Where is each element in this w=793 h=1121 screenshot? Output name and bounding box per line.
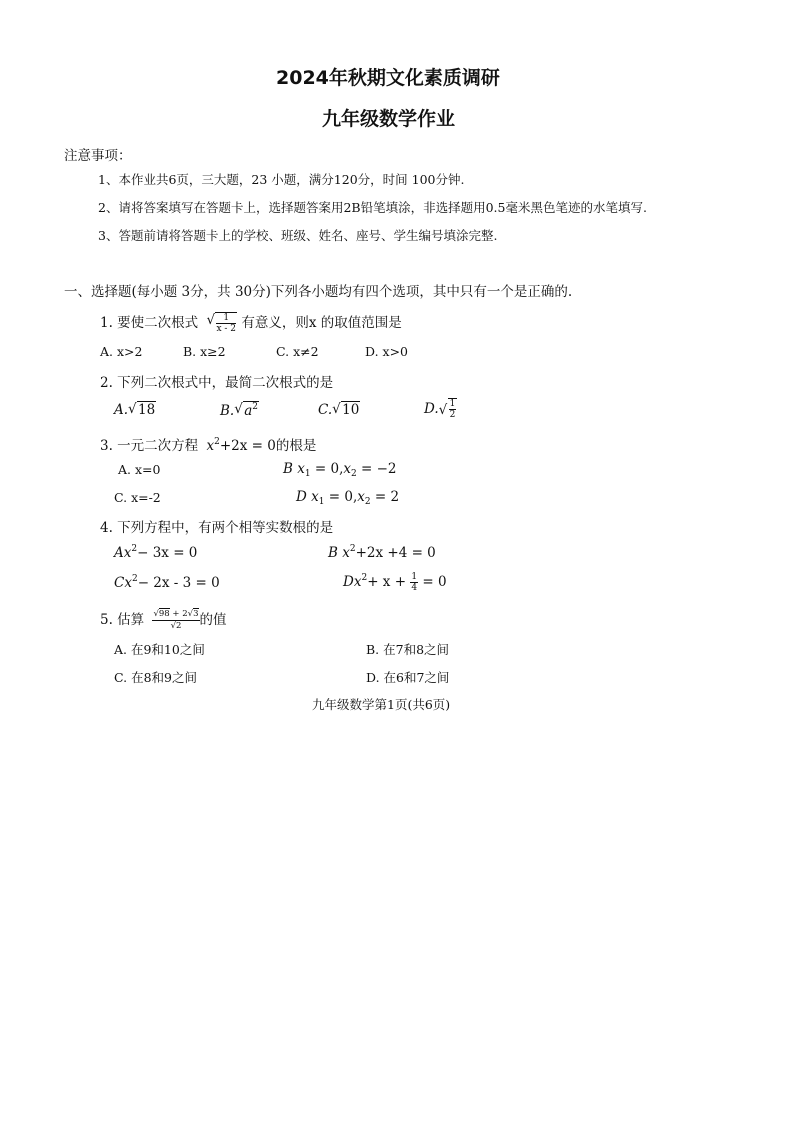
question-3-stem: 3. 一元二次方程 $x^2+2x = 0$的根是: [100, 437, 317, 454]
question-3-equation: $x^2+2x = 0$: [206, 437, 276, 454]
question-3-option-b: B $x_1 = 0,x_2 = -2$: [283, 461, 397, 479]
question-1-option-a: A. x>2: [100, 344, 143, 359]
question-3-option-a: A. x=0: [118, 462, 161, 477]
question-3-option-d: D $x_1 = 0,x_2 = 2$: [296, 489, 400, 507]
question-2-option-a: A. √ 18: [114, 401, 156, 418]
question-1-option-b: B. x≥2: [183, 344, 226, 359]
question-4-option-a: $Ax^2- 3x = 0$: [114, 544, 198, 561]
question-4-option-b: B $x^2+2x +4 = 0$: [328, 544, 436, 561]
question-2-option-d: D. √ $\frac{1}{2}$: [424, 399, 456, 420]
question-3-option-c: C. x=-2: [114, 490, 161, 505]
question-1-post: 有意义，则x 的取值范围是: [241, 315, 402, 331]
question-5-option-d: D. 在6和7之间: [366, 670, 450, 685]
question-1-pre: 1. 要使二次根式: [100, 315, 199, 331]
question-5-expression: $\frac{√98 + 2√3}{√2}$: [153, 609, 199, 631]
notice-item-3: 3、答题前请将答题卡上的学校、班级、姓名、座号、学生编号填涂完整.: [98, 228, 498, 243]
question-5-option-b: B. 在7和8之间: [366, 642, 450, 657]
question-4-option-d: $Dx^2+ x$ + $\frac{1}{4}$ = 0: [343, 572, 447, 593]
notice-item-1: 1、本作业共6页，三大题，23 小题，满分120分，时间 100分钟.: [98, 172, 465, 187]
question-5-stem: 5. 估算 $\frac{√98 + 2√3}{√2}$ 的值: [100, 609, 227, 631]
question-4-option-c: $Cx^2- 2x - 3 = 0$: [114, 574, 220, 591]
question-1-option-c: C. x≠2: [276, 344, 319, 359]
question-2-option-c: C. √ 10: [318, 401, 360, 418]
question-1-stem: [100, 311, 402, 334]
notice-heading: 注意事项：: [64, 148, 132, 164]
page-footer: 九年级数学第1页(共6页): [312, 697, 451, 712]
question-2-option-b: B. √ $a^2$: [220, 401, 259, 419]
question-1-radical: √ $\frac{1}{x - 2}$: [206, 312, 237, 334]
question-1-fraction: $\frac{1}{x - 2}$: [216, 313, 237, 334]
question-1-option-d: D. x>0: [365, 344, 408, 359]
section-1-heading: 一、选择题(每小题 3分，共 30分)下列各小题均有四个选项，其中只有一个是正确的.: [64, 284, 573, 300]
question-5-option-c: C. 在8和9之间: [114, 670, 197, 685]
exam-title: 2024年秋期文化素质调研: [276, 67, 500, 89]
question-5-option-a: A. 在9和10之间: [114, 642, 205, 657]
question-4-stem: 4. 下列方程中，有两个相等实数根的是: [100, 520, 334, 536]
question-2-stem: 2. 下列二次根式中，最简二次根式的是: [100, 375, 334, 391]
exam-subtitle: 九年级数学作业: [322, 108, 456, 130]
notice-item-2: 2、请将答案填写在答题卡上，选择题答案用2B铅笔填涂，非选择题用0.5毫米黑色笔迹的水笔填写.: [98, 200, 647, 215]
